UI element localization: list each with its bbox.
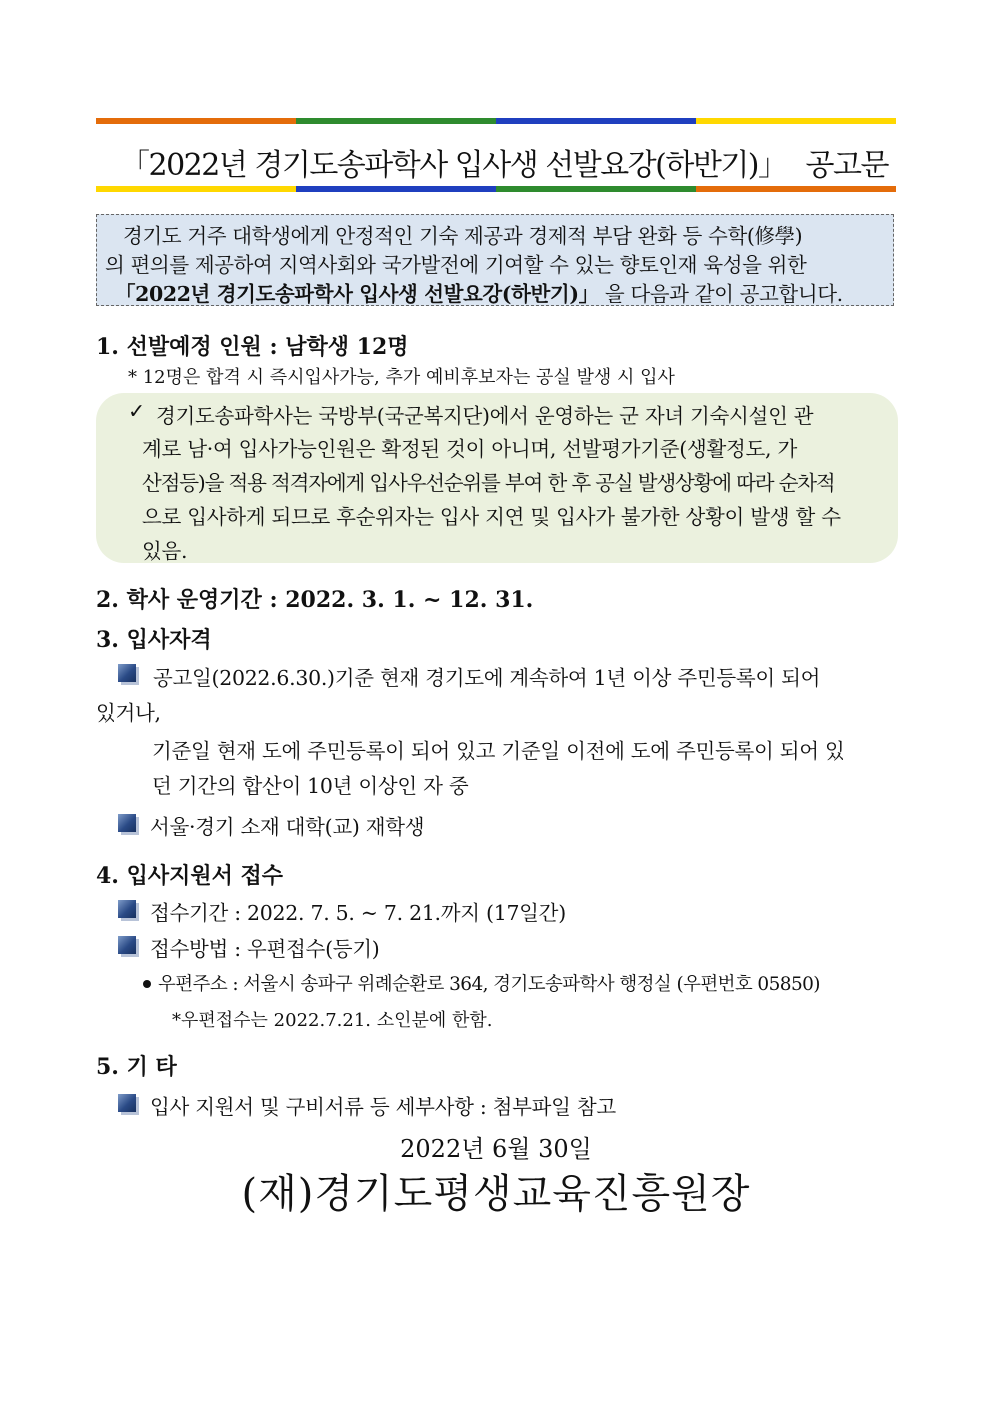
note-line-5: 있음. (142, 539, 188, 563)
section-3-item-1-line-4: 던 기간의 합산이 10년 이상인 자 중 (152, 774, 469, 798)
section-1-heading: 1. 선발예정 인원 : 남학생 12명 (96, 334, 409, 360)
header-bottom-bar-orange (696, 186, 896, 192)
square-bullet-icon (118, 664, 136, 682)
square-bullet-icon (118, 900, 136, 918)
intro-line-1: 경기도 거주 대학생에게 안정적인 기숙 제공과 경제적 부담 완화 등 수학(修學) (123, 224, 803, 248)
section-2-heading: 2. 학사 운영기간 : 2022. 3. 1. ~ 12. 31. (96, 587, 534, 613)
section-3-item-2: 서울·경기 소재 대학(교) 재학생 (150, 815, 425, 839)
note-line-4: 으로 입사하게 되므로 후순위자는 입사 지연 및 입사가 불가한 상황이 발생 할 수 (142, 505, 841, 529)
header-top-bar-blue (496, 118, 696, 124)
square-bullet-icon (118, 936, 136, 954)
round-bullet-icon (143, 980, 151, 988)
section-4-item-2: 접수방법 : 우편접수(등기) (150, 937, 380, 961)
section-4-address: 우편주소 : 서울시 송파구 위례순환로 364, 경기도송파학사 행정실 (우편번호 05850) (158, 974, 820, 995)
section-4-address-note: *우편접수는 2022.7.21. 소인분에 한함. (172, 1010, 493, 1031)
title-main: 「2022년 경기도송파학사 입사생 선발요강(하반기)」 (120, 148, 787, 183)
page-title (96, 130, 896, 186)
intro-box (96, 214, 894, 306)
header-top-bar-green (296, 118, 496, 124)
note-line-2: 계로 남·여 입사가능인원은 확정된 것이 아니며, 선발평가기준(생활정도, 가 (142, 437, 797, 461)
header-top-bar-yellow (696, 118, 896, 124)
issue-date: 2022년 6월 30일 (400, 1135, 592, 1163)
header-top-bar-orange (96, 118, 296, 124)
section-4-heading: 4. 입사지원서 접수 (96, 863, 284, 889)
square-bullet-icon (118, 1094, 136, 1112)
intro-bold-title: 「2022년 경기도송파학사 입사생 선발요강(하반기)」 (115, 282, 599, 306)
section-3-heading: 3. 입사자격 (96, 627, 212, 653)
header-bottom-bar-green (496, 186, 696, 192)
section-4-item-1: 접수기간 : 2022. 7. 5. ~ 7. 21.까지 (17일간) (150, 901, 566, 925)
intro-line-3 (115, 277, 843, 307)
section-1-subnote: * 12명은 합격 시 즉시입사가능, 추가 예비후보자는 공실 발생 시 입사 (128, 367, 675, 388)
intro-line-2: 의 편의를 제공하여 지역사회와 국가발전에 기여할 수 있는 향토인재 육성을 위한 (105, 253, 807, 277)
section-3-item-1-line-2: 있거나, (96, 701, 161, 725)
intro-line-3-rest: 을 다음과 같이 공고합니다. (604, 282, 843, 306)
issuing-organization: (재)경기도평생교육진흥원장 (241, 1171, 751, 1217)
header-bottom-bar-blue (296, 186, 496, 192)
section-3-item-1-line-3: 기준일 현재 도에 주민등록이 되어 있고 기준일 이전에 도에 주민등록이 되어 있 (152, 739, 845, 763)
square-bullet-icon (118, 814, 136, 832)
note-line-3: 산점등)을 적용 적격자에게 입사우선순위를 부여 한 후 공실 발생상황에 따라 순차적 (142, 471, 835, 495)
section-5-item-1: 입사 지원서 및 구비서류 등 세부사항 : 첨부파일 참고 (150, 1095, 616, 1119)
title-suffix: 공고문 (805, 148, 888, 183)
section-3-item-1-line-1: 공고일(2022.6.30.)기준 현재 경기도에 계속하여 1년 이상 주민등록이 되어 (153, 666, 821, 690)
header-bottom-bar-yellow (96, 186, 296, 192)
note-line-1: 경기도송파학사는 국방부(국군복지단)에서 운영하는 군 자녀 기숙시설인 관 (156, 404, 814, 428)
check-mark-icon: ✓ (128, 399, 145, 423)
section-5-heading: 5. 기 타 (96, 1054, 177, 1080)
